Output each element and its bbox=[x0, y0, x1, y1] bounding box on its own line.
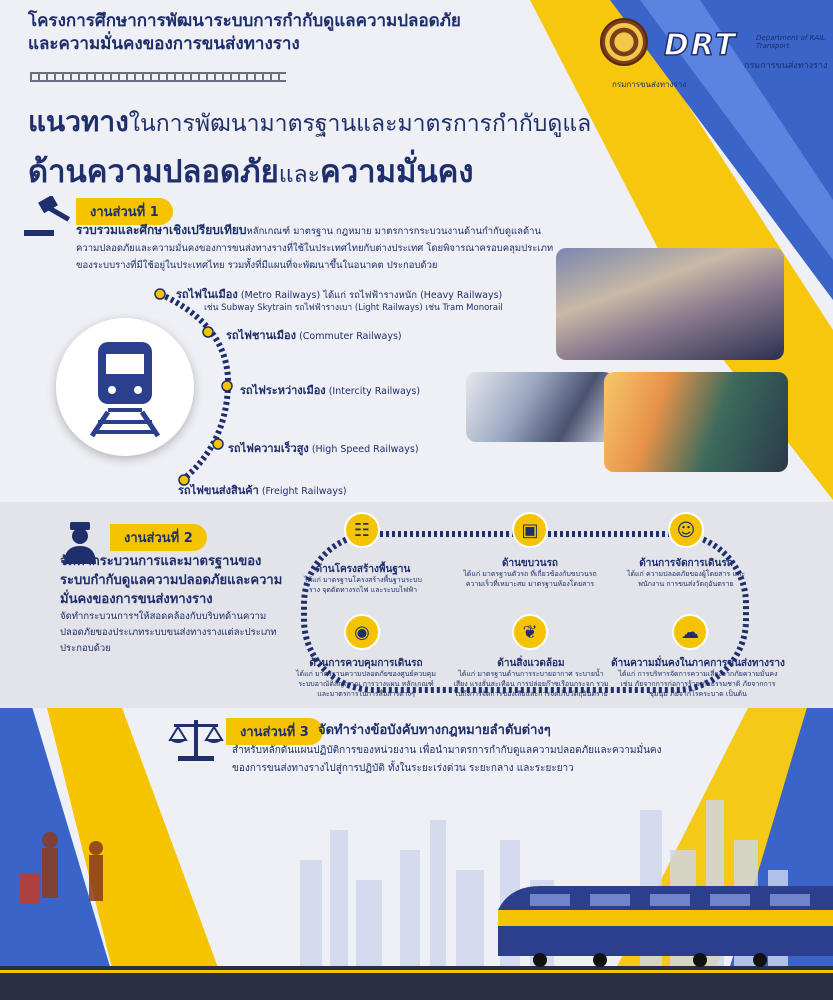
node-text: ได้แก่ มาตรฐานความปลอดภัยของศูนย์ควบคุม ระบบอาณัติสัญญาณ การวางแผน หลักเกณฑ์ และมาตรการในการสื่อสารต่างๆ bbox=[296, 670, 436, 698]
main-title-line1 bbox=[28, 100, 591, 144]
section1-tag: งานส่วนที่ 1 bbox=[76, 198, 173, 225]
rail-type-freight bbox=[178, 481, 347, 499]
main-title-bold: แนวทาง bbox=[28, 105, 129, 138]
photo-platform-traveler bbox=[604, 372, 788, 472]
node-text: ได้แก่ มาตรฐานด้านการระบายอากาศ ระบายน้ำ เสียง แรงสั่นสะเทือน การปล่อยก๊าซเรือนกระจก รวมไปถึงการจัดการของเสียและการจัดเก็บวัตถุอันตราย bbox=[453, 670, 609, 698]
rail-type-en: (High Speed Railways) bbox=[311, 444, 419, 455]
project-title-line1: โครงการศึกษาการพัฒนาระบบการกำกับดูแลความปลอดภัย bbox=[28, 11, 461, 31]
security-node bbox=[672, 614, 708, 650]
rail-type-name: รถไฟขนส่งสินค้า bbox=[178, 484, 259, 497]
city-train-illustration bbox=[0, 790, 833, 1000]
scale-of-justice-icon bbox=[168, 716, 224, 762]
node-text: ได้แก่ มาตรฐานโครงสร้างพื้นฐานระบบราง จุดตัดทางรถไฟ และระบบไฟฟ้า bbox=[304, 576, 422, 594]
environment-node bbox=[512, 614, 548, 650]
node-title: ด้านโครงสร้างพื้นฐาน bbox=[315, 564, 411, 575]
train-icon: ▣ bbox=[521, 519, 539, 541]
conductor-icon: ☺ bbox=[676, 519, 696, 541]
seal-caption: กรมการขนส่งทางราง bbox=[612, 80, 687, 89]
main-title-safety: ด้านความปลอดภัย bbox=[28, 154, 279, 190]
node-title: ด้านขบวนรถ bbox=[501, 558, 558, 569]
node-text: ได้แก่ ความปลอดภัยของผู้โดยสาร และพนักงาน การขนส่งวัตถุอันตราย bbox=[626, 570, 746, 588]
section3-text2: ของการขนส่งทางรางไปสู่การปฏิบัติ ทั้งในระยะเร่งด่วน ระยะกลาง และระยะยาว bbox=[232, 763, 574, 774]
project-title bbox=[28, 10, 498, 56]
control-node bbox=[344, 614, 380, 650]
infrastructure-node bbox=[344, 512, 380, 548]
signal-icon: ◉ bbox=[354, 621, 370, 643]
photo-highspeed-train bbox=[556, 248, 784, 360]
rolling-stock-node bbox=[512, 512, 548, 548]
plant-icon: ❦ bbox=[522, 621, 538, 643]
storm-icon: ☁ bbox=[681, 621, 699, 643]
main-title-rest: ในการพัฒนามาตรฐานและมาตรการกำกับดูแล bbox=[128, 111, 592, 137]
drt-logo: DRT bbox=[664, 28, 738, 63]
section3-tag: งานส่วนที่ 3 bbox=[226, 718, 323, 745]
node-title: ด้านการจัดการเดินรถ bbox=[639, 558, 733, 569]
section2-title: จัดทำกระบวนการและมาตรฐานของระบบกำกับดูแลความปลอดภัยและความมั่นคงของการขนส่งทางราง bbox=[60, 554, 283, 607]
section3-heading: จัดทำร่างข้อบังคับทางกฎหมายลำดับต่างๆ bbox=[318, 723, 551, 738]
rail-type-name: รถไฟในเมือง bbox=[176, 288, 238, 301]
drt-caption: กรมการขนส่งทางราง bbox=[744, 61, 828, 71]
gavel-icon bbox=[20, 196, 74, 240]
drt-tagline: Department of RAIL Transport bbox=[756, 34, 826, 50]
node-text: ได้แก่ มาตรฐานตัวรถ ที่เกี่ยวข้องกับขบวนรถ ความเร็วที่เหมาะสม มาตรฐานห้องโดยสาร bbox=[463, 570, 597, 588]
rail-type-intercity bbox=[240, 381, 420, 399]
section1-text1: หลักเกณฑ์ มาตรฐาน กฎหมาย มาตรการกระบวนงานด้านกำกับดูแลด้าน bbox=[246, 226, 541, 237]
section3-description bbox=[232, 742, 702, 778]
main-title-security: ความมั่นคง bbox=[320, 154, 474, 190]
operation-node bbox=[668, 512, 704, 548]
section1-text3: ของระบบรางที่มีใช้อยู่ในประเทศไทย รวมทั้งที่มีแผนที่จะพัฒนาขึ้นในอนาคต ประกอบด้วย bbox=[76, 260, 438, 271]
rail-type-en: (Metro Railways) bbox=[240, 290, 321, 301]
rail-type-name: รถไฟชานเมือง bbox=[226, 329, 297, 342]
node-title: ด้านสิ่งแวดล้อม bbox=[497, 658, 565, 669]
rail-type-en: (Commuter Railways) bbox=[299, 331, 402, 342]
node-text: ได้แก่ การบริหารจัดการความเสี่ยงจากภัยความมั่นคง เช่น ภัยจากการก่อการร้าย ภัยธรรมชาติ ภัยจากการชุมนุม ภัยจากโรคระบาด เป็นต้น bbox=[618, 670, 778, 698]
rail-type-commuter bbox=[226, 326, 402, 344]
rail-type-en: (Freight Railways) bbox=[261, 486, 347, 497]
rail-divider bbox=[30, 72, 286, 82]
section2-tag: งานส่วนที่ 2 bbox=[110, 524, 207, 551]
rail-type-detail: ได้แก่ รถไฟฟ้ารางหนัก (Heavy Railways) bbox=[323, 290, 503, 301]
section2-description: จัดทำกระบวนการฯให้สอดคล้องกับบริบทด้านความปลอดภัยของประเภทระบบขนส่งทางรางแต่ละประเภท ประกอบด้วย bbox=[60, 611, 277, 654]
section3-text1: สำหรับหลักดันแผนปฏิบัติการของหน่วยงาน เพื่อนำมาตรการกำกับดูแลความปลอดภัยและความมั่นคง bbox=[232, 745, 662, 756]
rail-type-name: รถไฟระหว่างเมือง bbox=[240, 384, 326, 397]
project-title-line2: และความมั่นคงของการขนส่งทางราง bbox=[28, 34, 300, 54]
node-title: ด้านความมั่นคงในภาคการขนส่งทางราง bbox=[611, 658, 785, 669]
section1-text2: ความปลอดภัยและความมั่นคงของการขนส่งทางรางที่ใช้ในประเทศไทยกับต่างประเทศ โดยพิจารณาครอบคลุมประเภท bbox=[76, 243, 554, 254]
ministry-seal-logo bbox=[600, 18, 648, 66]
section1-lead: รวบรวมและศึกษาเชิงเปรียบเทียบ bbox=[76, 223, 247, 237]
photo-station-passengers bbox=[466, 372, 614, 442]
main-title-and: และ bbox=[278, 162, 321, 188]
rail-type-metro-detail2: เช่น Subway Skytrain รถไฟฟ้ารางเบา (Light Railways) เช่น Tram Monorail bbox=[204, 303, 503, 313]
rail-type-en: (Intercity Railways) bbox=[328, 386, 421, 397]
track-icon: ☷ bbox=[353, 519, 371, 541]
rail-type-highspeed bbox=[228, 439, 419, 457]
main-title-line2 bbox=[28, 146, 474, 196]
node-title: ด้านการควบคุมการเดินรถ bbox=[309, 658, 423, 669]
rail-type-name: รถไฟความเร็วสูง bbox=[228, 442, 309, 455]
